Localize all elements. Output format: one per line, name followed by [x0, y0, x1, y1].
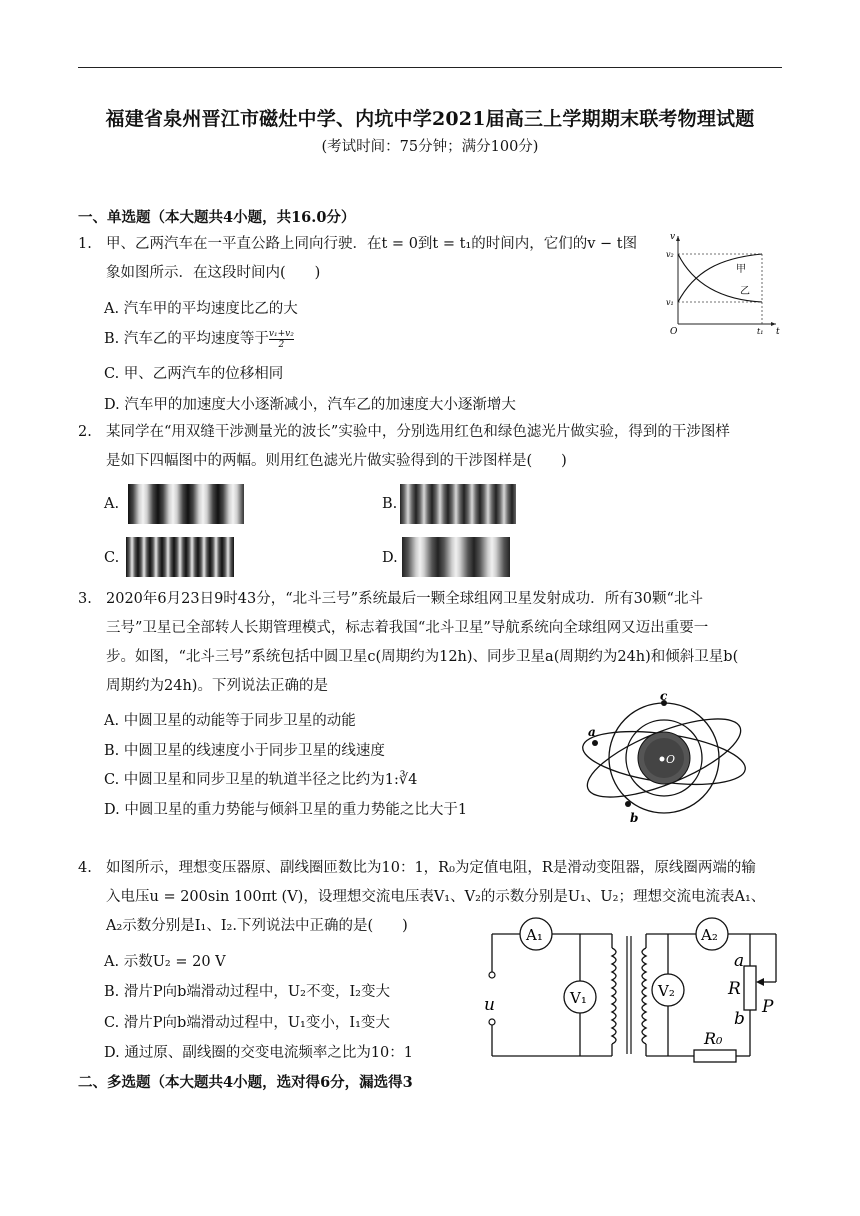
q4-transformer-circuit — [484, 914, 790, 1070]
q1-stem — [106, 230, 666, 288]
q1-option-d[interactable]: D. 汽车甲的加速度大小逐渐减小，汽车乙的加速度大小逐渐增大 — [104, 397, 516, 413]
q4-label-p: P — [762, 997, 774, 1017]
q1-graph-v2-label: v₂ — [666, 250, 674, 259]
section-multiple-choice: 二、多选题（本大题共4小题，选对得6分，漏选得3 — [78, 1074, 413, 1091]
q1-vt-graph — [664, 228, 782, 338]
q4-resistor-r0 — [694, 1050, 736, 1062]
q1-graph-v1-label: v₁ — [666, 298, 674, 307]
q3-option-a[interactable]: A. 中圆卫星的动能等于同步卫星的动能 — [104, 713, 356, 729]
q4-input-terminal-bottom — [489, 1019, 495, 1025]
header-rule — [78, 67, 782, 68]
section-single-choice: 一、单选题（本大题共4小题，共16.0分） — [78, 209, 356, 226]
q3-option-d[interactable]: D. 中圆卫星的重力势能与倾斜卫星的重力势能之比大于1 — [104, 802, 468, 818]
q2-fringe-d[interactable] — [402, 537, 510, 577]
q1-graph-y-label: v — [670, 232, 676, 242]
q3-stem — [106, 585, 786, 701]
q3-option-b[interactable]: B. 中圆卫星的线速度小于同步卫星的线速度 — [104, 743, 385, 759]
q3-label-o: O — [666, 753, 676, 766]
q3-stem-line2: 三号”卫星已全部转人长期管理模式，标志着我国“北斗卫星”导航系统向全球组网又迈出重要一 — [106, 620, 709, 636]
q2-label-a[interactable]: A. — [104, 496, 120, 512]
q1-graph-origin: O — [670, 327, 678, 337]
q1-fraction — [269, 329, 294, 350]
q1-option-a[interactable]: A. 汽车甲的平均速度比乙的大 — [104, 301, 298, 317]
q4-input-terminal-top — [489, 972, 495, 978]
q1-stem-line2: 象如图所示．在这段时间内( ) — [106, 265, 321, 281]
exam-info: (考试时间：75分钟；满分100分) — [321, 139, 539, 155]
q4-secondary-coil — [642, 948, 646, 1044]
q3-label-b: b — [630, 811, 639, 825]
q1-graph-x-arrow — [771, 322, 776, 326]
q2-fringe-c[interactable] — [126, 537, 234, 577]
q2-label-c[interactable]: C. — [104, 550, 120, 566]
q4-stem-line1: 如图所示，理想变压器原、副线圈匝数比为10：1，R₀为定值电阻，R是滑动变阻器，原线圈两端的输 — [106, 860, 756, 876]
q3-number: 3. — [78, 591, 92, 607]
q3-stem-line4: 周期约为24h)。下列说法正确的是 — [106, 678, 328, 694]
q1-fraction-num: v₁+v₂ — [268, 328, 294, 339]
q4-label-r0: R₀ — [704, 1029, 723, 1048]
q2-stem-line1: 某同学在“用双缝干涉测量光的波长”实验中，分别选用红色和绿色滤光片做实验，得到的干涉图样 — [106, 424, 730, 440]
q1-option-c[interactable]: C. 甲、乙两汽车的位移相同 — [104, 366, 284, 382]
q4-label-u: u — [484, 995, 495, 1015]
q1-graph-x-label: t — [776, 327, 780, 337]
q3-label-a: a — [588, 725, 596, 739]
q4-rheostat-r — [744, 966, 756, 1010]
q4-option-a[interactable]: A. 示数U₂ = 20 V — [104, 954, 226, 970]
q3-label-c: c — [660, 689, 668, 703]
q3-center-dot — [660, 757, 665, 762]
q4-label-a2: A₂ — [701, 926, 718, 944]
q1-graph-t1-label: t₁ — [757, 327, 764, 336]
q4-option-d[interactable]: D. 通过原、副线圈的交变电流频率之比为10：1 — [104, 1045, 414, 1061]
page-title: 福建省泉州晋江市磁灶中学、内坑中学2021届高三上学期期末联考物理试题 — [105, 108, 755, 130]
q2-number: 2. — [78, 424, 92, 440]
q2-fringe-b[interactable] — [400, 484, 516, 524]
q3-satellite-orbit-diagram — [570, 688, 760, 828]
q4-number: 4. — [78, 860, 92, 876]
q2-fringe-a[interactable] — [128, 484, 244, 524]
q4-label-a1: A₁ — [526, 926, 543, 944]
q1-option-b-text: B. 汽车乙的平均速度等于 — [104, 331, 269, 347]
q1-number: 1. — [78, 236, 92, 252]
q4-option-b[interactable]: B. 滑片P向b端滑动过程中，U₂不变，I₂变大 — [104, 984, 390, 1000]
q4-label-v2: V₂ — [658, 982, 675, 1000]
q2-label-b[interactable]: B. — [382, 496, 398, 512]
q4-stem-line3: A₂示数分别是I₁、I₂.下列说法中正确的是( ) — [106, 918, 408, 934]
q4-stem-line2: 入电压u = 200sin 100πt (V)，设理想交流电压表V₁、V₂的示数分别是U₁、U₂；理想交流电流表A₁、 — [106, 889, 766, 905]
q2-label-d[interactable]: D. — [382, 550, 398, 566]
q3-option-c[interactable]: C. 中圆卫星和同步卫星的轨道半径之比约为1:∛4 — [104, 772, 418, 788]
q3-stem-line1: 2020年6月23日9时43分，“北斗三号”系统最后一颗全球组网卫星发射成功．所有30颗“北斗 — [106, 591, 703, 607]
q3-satellite-b — [625, 801, 631, 807]
q1-graph-jia-label: 甲 — [736, 264, 746, 275]
q4-label-a: a — [734, 951, 745, 971]
q4-label-r: R — [728, 979, 741, 999]
q1-graph-yi-label: 乙 — [740, 286, 750, 297]
q1-fraction-den: 2 — [278, 339, 285, 350]
q4-slider-arrow — [756, 978, 764, 986]
q4-label-b: b — [734, 1009, 745, 1029]
q2-stem — [106, 418, 786, 476]
q2-stem-line2: 是如下四幅图中的两幅。则用红色滤光片做实验得到的干涉图样是( ) — [106, 453, 567, 469]
q1-stem-line1: 甲、乙两汽车在一平直公路上同向行驶．在t = 0到t = t₁的时间内，它们的v − t图 — [106, 236, 638, 252]
q4-option-c[interactable]: C. 滑片P向b端滑动过程中，U₁变小，I₁变大 — [104, 1015, 390, 1031]
q3-stem-line3: 步。如图，“北斗三号”系统包括中圆卫星c(周期约为12h)、同步卫星a(周期约为24h)和倾斜卫星b( — [106, 649, 739, 665]
q4-label-v1: V₁ — [570, 989, 587, 1007]
q1-option-b[interactable] — [104, 327, 294, 350]
q3-satellite-a — [592, 740, 598, 746]
q4-primary-coil — [612, 948, 616, 1044]
q1-graph-y-arrow — [676, 236, 680, 241]
